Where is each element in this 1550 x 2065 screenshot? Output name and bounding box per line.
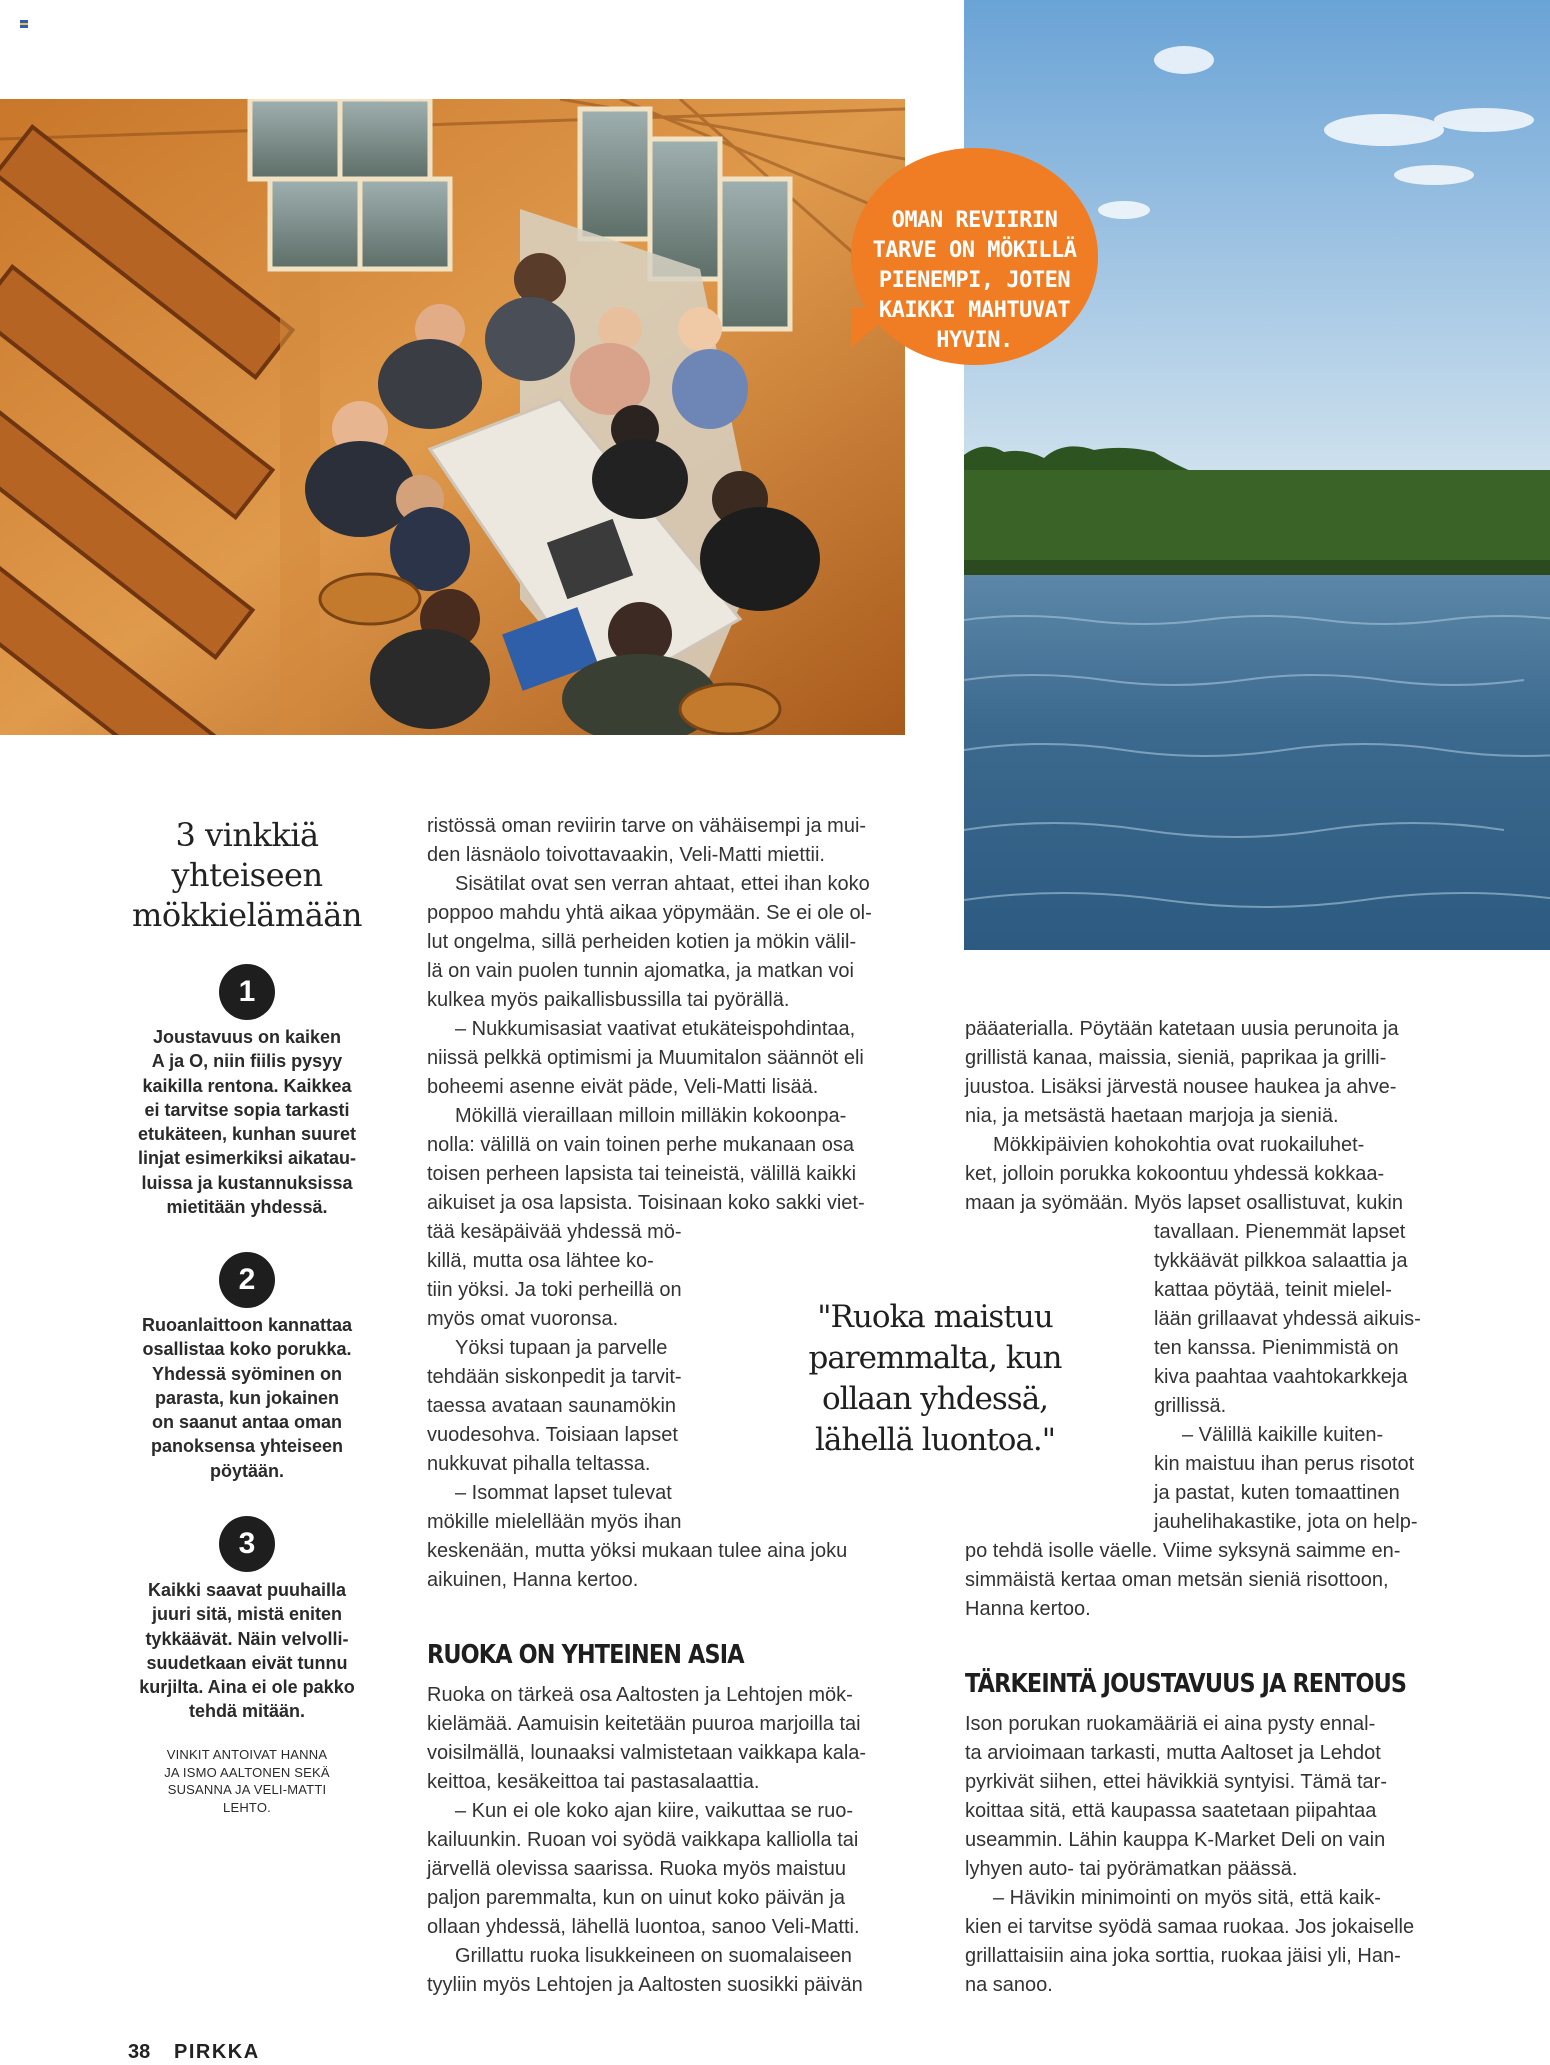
text-line: boheemi asenne eivät päde, Veli-Matti lisää. bbox=[427, 1076, 819, 1098]
tip-line: pöytään. bbox=[209, 1460, 284, 1481]
text-line: taessa avataan saunamökin bbox=[427, 1395, 677, 1417]
body-column-3a bbox=[965, 1015, 1445, 1218]
sidebar-title-line: yhteiseen bbox=[171, 856, 323, 894]
text-line: na sanoo. bbox=[965, 1974, 1053, 1996]
text-line: kattaa pöytää, teinit mielel- bbox=[1154, 1279, 1392, 1301]
text-line: myös omat vuoronsa. bbox=[427, 1308, 619, 1330]
tip-text-3 bbox=[127, 1578, 367, 1724]
flag-icon bbox=[20, 20, 28, 28]
text-line: ja pastat, kuten tomaattinen bbox=[1154, 1482, 1400, 1504]
tips-credit bbox=[142, 1746, 352, 1816]
text-line: tavallaan. Pienemmät lapset bbox=[1154, 1221, 1406, 1243]
text-line: Mökillä vieraillaan milloin milläkin kokoonpa- bbox=[455, 1105, 847, 1127]
text-line: grillissä. bbox=[1154, 1395, 1227, 1417]
text-line: voisilmällä, lounaaksi valmistetaan vaikkapa kala- bbox=[427, 1742, 867, 1764]
credit-line: VINKIT ANTOIVAT HANNA bbox=[166, 1747, 328, 1762]
quote-bubble bbox=[851, 148, 1098, 365]
page-number: 38 bbox=[128, 2041, 151, 2063]
text-line: ket, jolloin porukka kokoontuu yhdessä kokkaa- bbox=[965, 1163, 1385, 1185]
tip-line: Ruoanlaittoon kannattaa bbox=[141, 1315, 352, 1335]
text-line: kiva paahtaa vaahtokarkkeja bbox=[1154, 1366, 1408, 1388]
tip-line: parasta, kun jokainen bbox=[154, 1387, 340, 1408]
text-line: kielämää. Aamuisin keitetään puuroa marjoilla tai bbox=[427, 1713, 861, 1735]
tip-line: tehdä mitään. bbox=[188, 1701, 306, 1722]
text-line: useammin. Lähin kauppa K-Market Deli on vain bbox=[965, 1829, 1386, 1851]
bubble-line: OMAN REVIIRIN bbox=[891, 208, 1058, 233]
text-line: tykkäävät pilkkoa salaattia ja bbox=[1154, 1250, 1408, 1272]
magazine-name: PIRKKA bbox=[174, 2041, 260, 2063]
tip-line: juuri sitä, mistä eniten bbox=[151, 1604, 343, 1625]
text-line: pyrkivät siihen, ettei hävikkiä syntyisi. Tämä tar- bbox=[965, 1771, 1388, 1793]
text-line: lut ongelma, sillä perheiden kotien ja mökin välil- bbox=[427, 931, 857, 953]
bubble-line: HYVIN. bbox=[936, 328, 1013, 353]
tip-line: Yhdessä syöminen on bbox=[151, 1363, 343, 1384]
credit-line: JA ISMO AALTONEN SEKÄ bbox=[164, 1764, 330, 1780]
text-line: – Isommat lapset tulevat bbox=[455, 1482, 672, 1504]
credit-line: SUSANNA JA VELI-MATTI bbox=[167, 1782, 327, 1797]
text-line: Ruoka on tärkeä osa Aaltosten ja Lehtojen mök- bbox=[427, 1684, 853, 1706]
tip-line: kurjilta. Aina ei ole pakko bbox=[139, 1677, 355, 1698]
text-line: kulkea myös paikallisbussilla tai pyörällä. bbox=[427, 989, 790, 1011]
text-line: ristössä oman reviirin tarve on vähäisempi ja mui- bbox=[427, 815, 867, 837]
text-line: koittaa sitä, että kaupassa saatetaan piipahtaa bbox=[965, 1800, 1377, 1822]
bubble-text bbox=[861, 206, 1088, 356]
text-line: tää kesäpäivää yhdessä mö- bbox=[427, 1221, 682, 1243]
text-line: Yöksi tupaan ja parvelle bbox=[455, 1337, 668, 1359]
credit-line: LEHTO. bbox=[223, 1799, 271, 1815]
text-line: nukkuvat pihalla teltassa. bbox=[427, 1453, 651, 1475]
tip-line: linjat esimerkiksi aikatau- bbox=[137, 1148, 357, 1169]
text-line: ta arvioimaan tarkasti, mutta Aaltoset ja Lehdot bbox=[965, 1742, 1381, 1764]
tip-text-2 bbox=[127, 1313, 367, 1483]
bubble-line: TARVE ON MÖKILLÄ bbox=[872, 238, 1077, 263]
pull-quote-line: ollaan yhdessä, bbox=[821, 1381, 1049, 1417]
text-line: grillistä kanaa, maissia, sieniä, paprikaa ja grilli- bbox=[965, 1047, 1387, 1069]
text-line: Mökkipäivien kohokohtia ovat ruokailuhet- bbox=[993, 1134, 1365, 1156]
text-line: maan ja syömään. Myös lapset osallistuvat, kukin bbox=[965, 1192, 1403, 1214]
body-column-2a bbox=[427, 812, 917, 1595]
pull-quote-line: "Ruoka maistuu bbox=[817, 1299, 1053, 1335]
text-line: tyyliin myös Lehtojen ja Aaltosten suosikki päivän bbox=[427, 1974, 863, 1996]
sidebar-title-line: 3 vinkkiä bbox=[175, 816, 319, 854]
tip-line: A ja O, niin fiilis pysyy bbox=[151, 1051, 343, 1072]
pull-quote-line: lähellä luontoa." bbox=[814, 1422, 1056, 1458]
tip-line: luissa ja kustannuksissa bbox=[141, 1172, 353, 1193]
tip-line: osallistaa koko porukka. bbox=[142, 1339, 352, 1360]
tip-line: mietitään yhdessä. bbox=[166, 1197, 328, 1218]
text-line: järvellä olevissa saarissa. Ruoka myös maistuu bbox=[427, 1858, 847, 1880]
text-line: toisen perheen lapsista tai teineistä, välillä kaikki bbox=[427, 1163, 857, 1185]
tip-number-3: 3 bbox=[219, 1516, 275, 1572]
text-line: tiin yöksi. Ja toki perheillä on bbox=[427, 1279, 682, 1301]
text-line: lään grillaavat yhdessä aikuis- bbox=[1154, 1308, 1421, 1330]
text-line: – Välillä kaikille kuiten- bbox=[1182, 1424, 1384, 1446]
text-line: lä on vain puolen tunnin ajomatka, ja matkan voi bbox=[427, 960, 854, 982]
text-line: – Nukkumisasiat vaativat etukäteispohdintaa, bbox=[455, 1018, 856, 1040]
lake-photo bbox=[964, 0, 1550, 950]
tip-line: Kaikki saavat puuhailla bbox=[147, 1580, 347, 1600]
text-line: nia, ja metsästä haetaan marjoja ja sieniä. bbox=[965, 1105, 1339, 1127]
text-line: simmäistä kertaa oman metsän sieniä risottoon, bbox=[965, 1569, 1389, 1591]
text-line: tehdään siskonpedit ja tarvit- bbox=[427, 1366, 682, 1388]
text-line: aikuinen, Hanna kertoo. bbox=[427, 1569, 639, 1591]
sidebar-title-line: mökkielämään bbox=[132, 896, 362, 934]
text-line: paljon paremmalta, kun on uinut koko päivän ja bbox=[427, 1887, 846, 1909]
text-line: ollaan yhdessä, lähellä luontoa, sanoo Veli-Matti. bbox=[427, 1916, 860, 1938]
pull-quote bbox=[800, 1297, 1070, 1461]
body-column-3b bbox=[965, 1537, 1445, 1624]
text-line: Grillattu ruoka lisukkeineen on suomalaiseen bbox=[455, 1945, 852, 1967]
text-line: den läsnäolo toivottavaakin, Veli-Matti miettii. bbox=[427, 844, 825, 866]
text-line: keittoa, kesäkeittoa tai pastasalaattia. bbox=[427, 1771, 760, 1793]
text-line: – Kun ei ole koko ajan kiire, vaikuttaa se ruo- bbox=[455, 1800, 853, 1822]
pull-quote-line: paremmalta, kun bbox=[808, 1340, 1062, 1376]
tip-line: etukäteen, kunhan suuret bbox=[137, 1124, 357, 1145]
tip-line: ei tarvitse sopia tarkasti bbox=[144, 1099, 350, 1120]
tip-number-1: 1 bbox=[219, 964, 275, 1020]
tip-line: on saanut antaa oman bbox=[151, 1412, 343, 1433]
text-line: mökille mielellään myös ihan bbox=[427, 1511, 682, 1533]
tip-line: tykkäävät. Näin velvolli- bbox=[145, 1628, 349, 1649]
text-line: vuodesohva. Toisiaan lapset bbox=[427, 1424, 678, 1446]
text-line: po tehdä isolle väelle. Viime syksynä saimme en- bbox=[965, 1540, 1401, 1562]
cabin-family-photo bbox=[0, 99, 905, 735]
tip-line: suudetkaan eivät tunnu bbox=[146, 1652, 348, 1673]
text-line: kin maistuu ihan perus risotot bbox=[1154, 1453, 1415, 1475]
text-line: Ison porukan ruokamääriä ei aina pysty ennal- bbox=[965, 1713, 1376, 1735]
section-heading-food: RUOKA ON YHTEINEN ASIA bbox=[427, 1640, 744, 1670]
text-line: Hanna kertoo. bbox=[965, 1598, 1091, 1620]
text-line: juustoa. Lisäksi järvestä nousee haukea ja ahve- bbox=[965, 1076, 1397, 1098]
text-line: kien ei tarvitse syödä samaa ruokaa. Jos jokaiselle bbox=[965, 1916, 1415, 1938]
tip-text-1 bbox=[127, 1025, 367, 1219]
text-line: kailuunkin. Ruoan voi syödä vaikkapa kalliolla tai bbox=[427, 1829, 859, 1851]
text-line: nolla: välillä on vain toinen perhe mukanaan osa bbox=[427, 1134, 854, 1156]
bubble-line: PIENEMPI, JOTEN bbox=[878, 268, 1071, 293]
section-heading-flexibility: TÄRKEINTÄ JOUSTAVUUS JA RENTOUS bbox=[965, 1669, 1407, 1699]
text-line: ten kanssa. Pienimmistä on bbox=[1154, 1337, 1399, 1359]
sidebar-title bbox=[112, 815, 382, 935]
text-line: aikuiset ja osa lapsista. Toisinaan koko sakki viet- bbox=[427, 1192, 865, 1214]
text-line: killä, mutta osa lähtee ko- bbox=[427, 1250, 654, 1272]
text-line: lyhyen auto- tai pyörämatkan päässä. bbox=[965, 1858, 1298, 1880]
text-line: pääaterialla. Pöytään katetaan uusia perunoita ja bbox=[965, 1018, 1399, 1040]
text-line: – Hävikin minimointi on myös sitä, että kaik- bbox=[993, 1887, 1381, 1909]
text-line: keskenään, mutta yöksi mukaan tulee aina joku bbox=[427, 1540, 848, 1562]
text-line: grillattaisiin aina joka sorttia, ruokaa jäisi yli, Han- bbox=[965, 1945, 1401, 1967]
tip-line: kaikilla rentona. Kaikkea bbox=[142, 1075, 352, 1096]
tip-number-2: 2 bbox=[219, 1252, 275, 1308]
text-line: poppoo mahdu yhtä aikaa yöpymään. Se ei ole ol- bbox=[427, 902, 872, 924]
text-line: niissä pelkkä optimismi ja Muumitalon säännöt eli bbox=[427, 1047, 864, 1069]
text-line: jauhelihakastike, jota on help- bbox=[1154, 1511, 1418, 1533]
text-line: Sisätilat ovat sen verran ahtaat, ettei ihan koko bbox=[455, 873, 870, 895]
bubble-line: KAIKKI MAHTUVAT bbox=[878, 298, 1071, 323]
tip-line: Joustavuus on kaiken bbox=[152, 1027, 342, 1047]
body-column-2b bbox=[427, 1681, 917, 2000]
body-column-3c bbox=[965, 1710, 1445, 2000]
tip-line: panoksensa yhteiseen bbox=[150, 1436, 344, 1457]
body-column-3-narrow bbox=[1154, 1218, 1454, 1537]
